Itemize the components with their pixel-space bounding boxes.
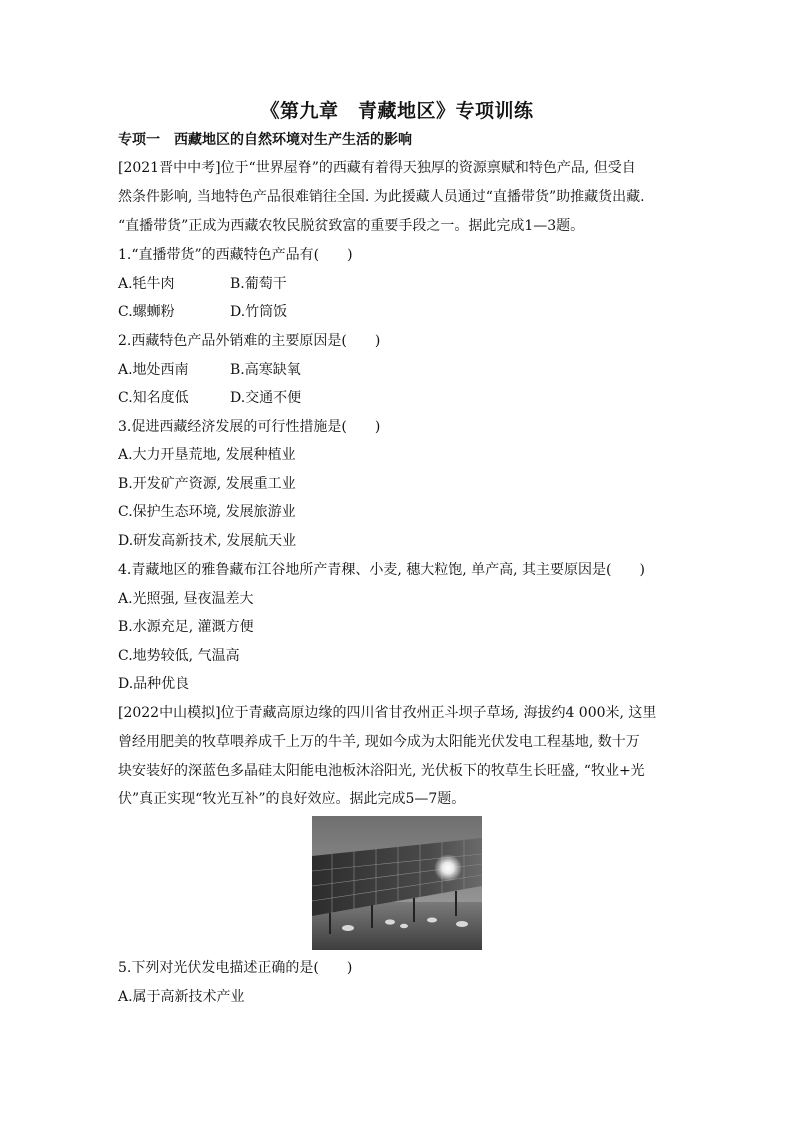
question-3-option-a: A.大力开垦荒地, 发展种植业	[118, 447, 296, 463]
passage-2-line-4: 伏”真正实现“牧光互补”的良好效应。据此完成5—7题。	[118, 791, 466, 807]
section-heading: 专项一 西藏地区的自然环境对生产生活的影响	[118, 132, 412, 148]
passage-2-line-2: 曾经用肥美的牧草喂养成千上万的牛羊, 现如今成为太阳能光伏发电工程基地, 数十万	[118, 734, 640, 750]
question-3-stem: 3.促进西藏经济发展的可行性措施是( )	[118, 419, 381, 435]
question-3-option-d: D.研发高新技术, 发展航天业	[118, 533, 297, 549]
question-1-option-b: B.葡萄干	[230, 276, 287, 292]
question-4-option-b: B.水源充足, 灌溉方便	[118, 619, 254, 635]
question-2-option-c: C.知名度低	[118, 390, 189, 406]
question-4-option-d: D.品种优良	[118, 676, 190, 692]
passage-2-line-1: [2022中山模拟]位于青藏高原边缘的四川省甘孜州正斗坝子草场, 海拔约4 000米, 这里	[118, 705, 657, 721]
passage-1-line-2: 然条件影响, 当地特色产品很难销往全国. 为此援藏人员通过“直播带货”助推藏货出藏.	[118, 189, 645, 205]
question-3-option-b: B.开发矿产资源, 发展重工业	[118, 476, 296, 492]
question-4-option-c: C.地势较低, 气温高	[118, 648, 240, 664]
solar-panel-photo	[312, 816, 482, 950]
page-title: 《第九章 青藏地区》专项训练	[260, 100, 534, 122]
question-3-option-c: C.保护生态环境, 发展旅游业	[118, 504, 296, 520]
passage-1-line-3: “直播带货”正成为西藏农牧民脱贫致富的重要手段之一。据此完成1—3题。	[118, 218, 585, 234]
question-2-option-a: A.地处西南	[118, 362, 189, 378]
question-1-option-d: D.竹筒饭	[230, 304, 288, 320]
question-4-stem: 4.青藏地区的雅鲁藏布江谷地所产青稞、小麦, 穗大粒饱, 单产高, 其主要原因是( )	[118, 562, 645, 578]
question-4-option-a: A.光照强, 昼夜温差大	[118, 591, 254, 607]
question-5-option-a: A.属于高新技术产业	[118, 989, 245, 1005]
question-5-stem: 5.下列对光伏发电描述正确的是( )	[118, 960, 353, 976]
passage-2-line-3: 块安装好的深蓝色多晶硅太阳能电池板沐浴阳光, 光伏板下的牧草生长旺盛, “牧业+光	[118, 763, 645, 779]
question-1-option-c: C.螺蛳粉	[118, 304, 175, 320]
question-2-option-b: B.高寒缺氧	[230, 362, 301, 378]
question-2-stem: 2.西藏特色产品外销难的主要原因是( )	[118, 333, 381, 349]
passage-1-line-1: [2021晋中中考]位于“世界屋脊”的西藏有着得天独厚的资源禀赋和特色产品, 但受自	[118, 160, 636, 176]
question-2-option-d: D.交通不便	[230, 390, 302, 406]
question-1-option-a: A.牦牛肉	[118, 276, 175, 292]
question-1-stem: 1.“直播带货”的西藏特色产品有( )	[118, 247, 353, 263]
